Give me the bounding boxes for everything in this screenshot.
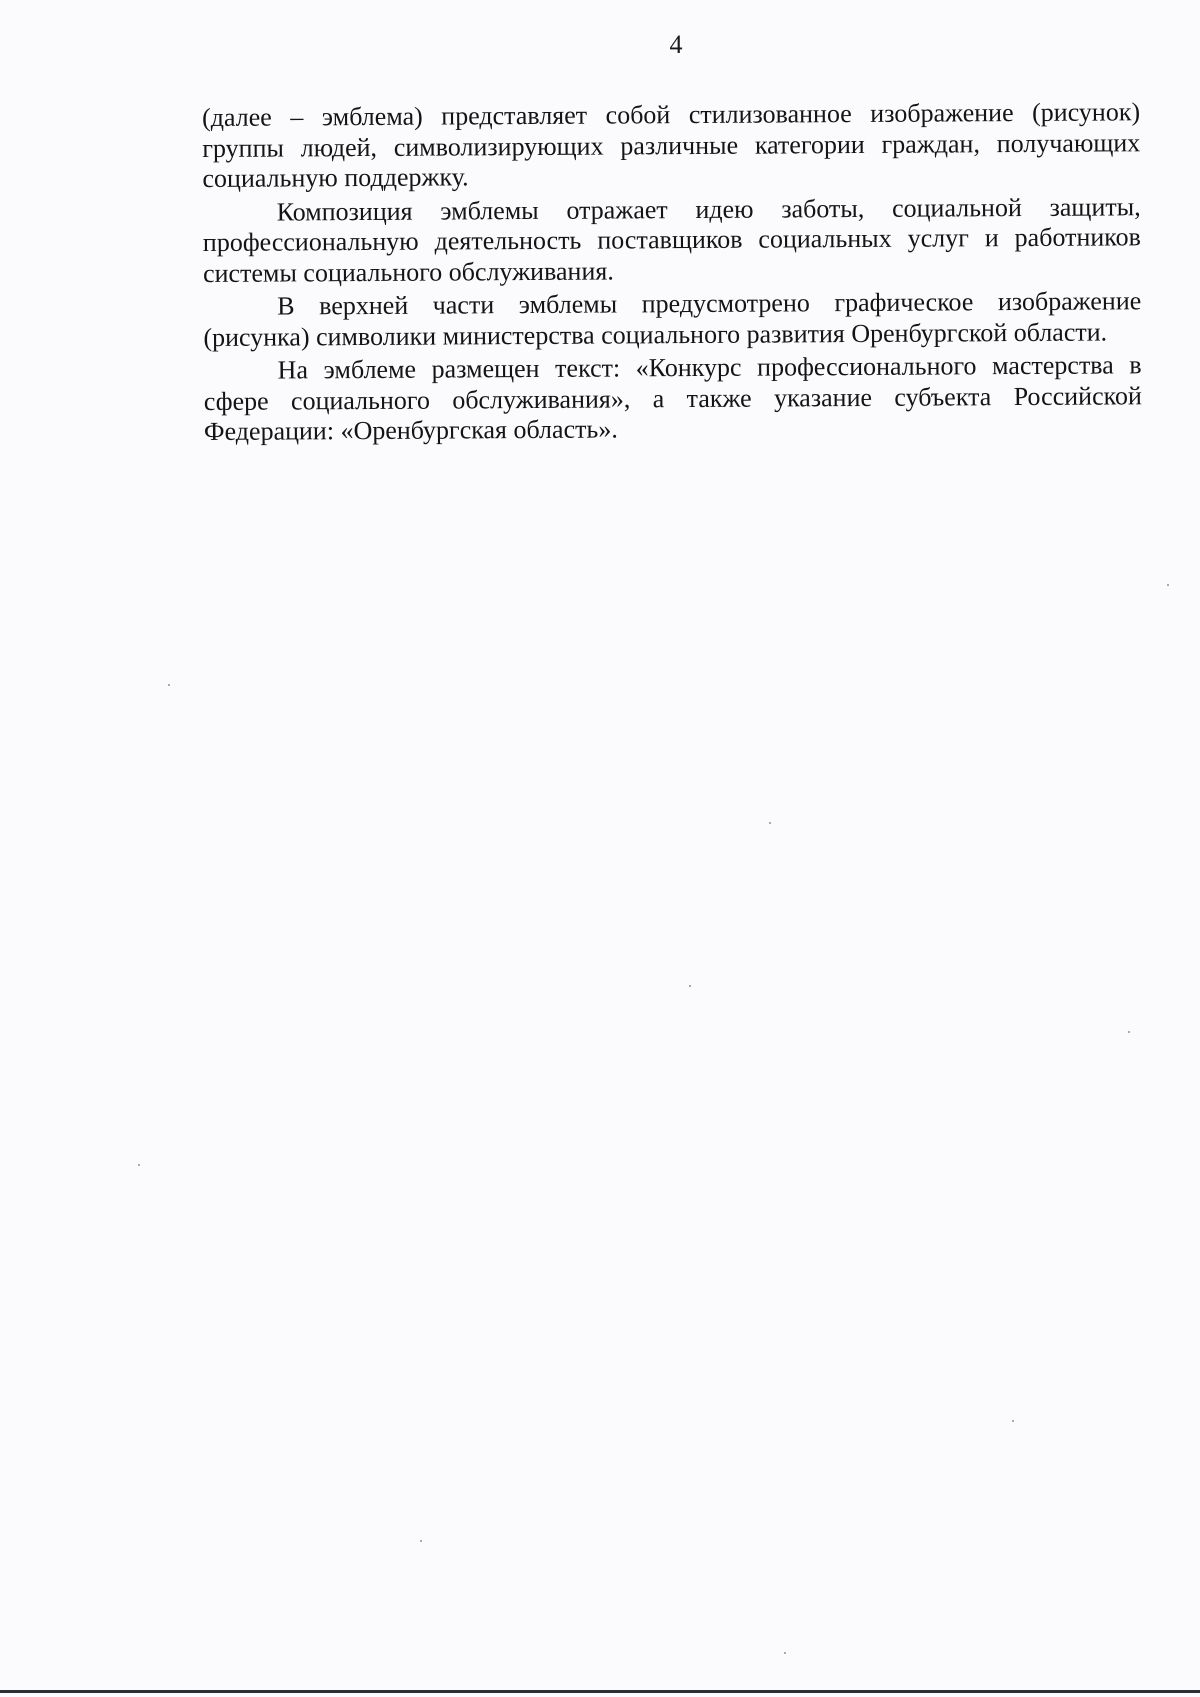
- document-body: [202, 97, 1142, 450]
- scan-speck: [689, 985, 691, 987]
- paragraph-upper-part: В верхней части эмблемы предусмотрено графическое изображение (рисунка) символики министерства социального развития Оренбургской области.: [203, 286, 1142, 352]
- scan-speck: [1128, 1031, 1130, 1033]
- scan-speck: [1012, 1420, 1014, 1422]
- paragraph-composition: Композиция эмблемы отражает идею заботы, социальной защиты, профессиональную деятельность поставщиков социальных услуг и работников системы социального обслуживания.: [202, 191, 1141, 288]
- scan-speck: [784, 1652, 786, 1654]
- paragraph-emblem-text: На эмблеме размещен текст: «Конкурс профессионального мастерства в сфере социального обслуживания», а также указание субъекта Российской Федерации: «Оренбургская область».: [203, 350, 1142, 446]
- scan-speck: [168, 684, 170, 686]
- paragraph-continuation: (далее – эмблема) представляет собой стилизованное изображение (рисунок) группы людей, символизирующих различные категории граждан, получающих социальную поддержку.: [202, 97, 1141, 193]
- page-number: 4: [669, 30, 683, 59]
- scan-edge-line: [0, 1690, 1200, 1693]
- scan-speck: [1167, 584, 1169, 586]
- scan-speck: [138, 1164, 140, 1166]
- scan-speck: [769, 822, 771, 824]
- scan-speck: [420, 1540, 422, 1542]
